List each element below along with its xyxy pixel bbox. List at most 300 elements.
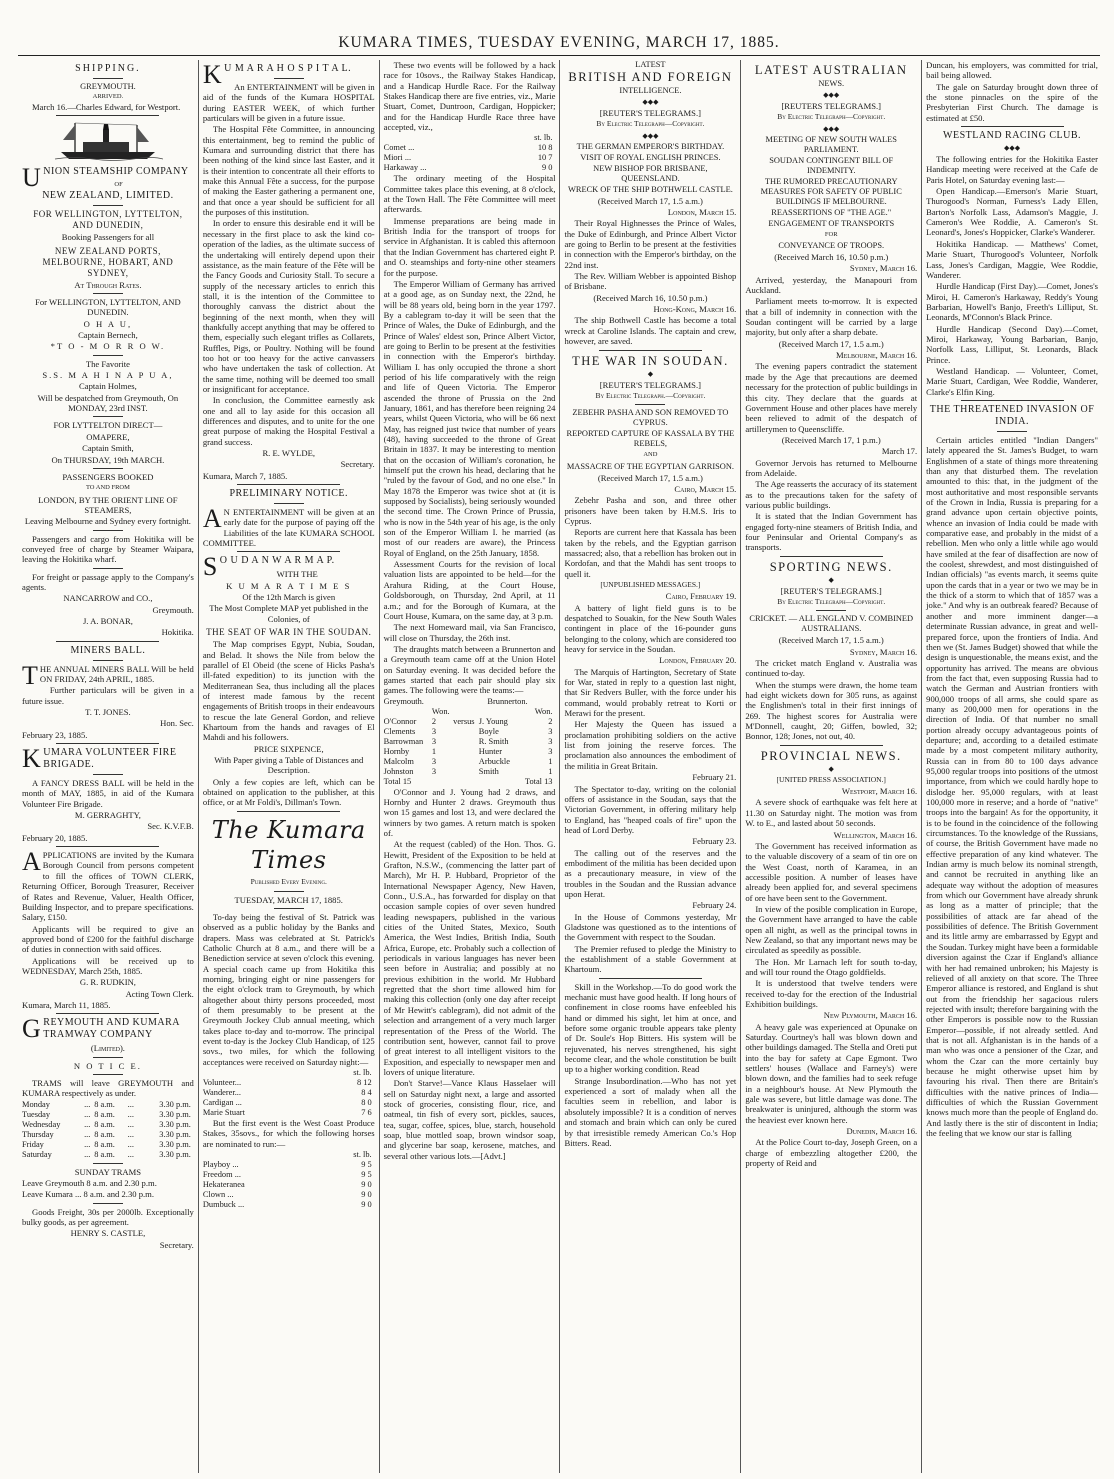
rule [56,1013,159,1014]
leader-dots: ... [127,1109,134,1119]
column-5 [741,60,922,1473]
horse-row [203,1088,375,1098]
soudan-with: WITH THE [276,569,318,580]
col4-p10: The calling out of the reserves and the embodiment of the militia has been decided upon as a precautionary measure, in view of the troubles in the Soudan and the Russian advance upon Herat. [564,847,737,899]
draughts-row [384,727,556,737]
horse-row [203,1200,375,1210]
ohau: O H A U, [83,318,133,329]
horse-row [203,1180,375,1190]
col4-p4: Zebehr Pasha and son, and three other prisoners have been taken by H.M.S. Iris to Cyprus. [564,495,737,526]
col5-p12: The Hon. Mr Larnach left for south to-day, and will tour round the Otago goldfields. [745,956,918,977]
latest-label: LATEST [635,60,666,69]
rule [997,431,1027,432]
rule [780,745,883,746]
col4-p2: The Rev. William Webber is appointed Bishop of Brisbane. [564,271,737,292]
dropcap: K [22,744,42,774]
horse-row [203,1078,375,1088]
leader-dots: ... [84,1129,91,1139]
col4-p13: Skill in the Workshop.—To do good work the mechanic must have good health. If long hours of confinement in close rooms have enfeebled his hand or dimmed his sight, let him at once, and before some organic trouble appears take plenty of Dr. Soule's Hop Bitters. His system will be rejuvenated, his nerves strengthened, his sight become clear, and the whole constitution be built up to a higher working condition. Read [564,981,737,1075]
feb23-dateline: February 23. [692,836,737,847]
rule [93,205,123,206]
schedule-afternoon: 3.30 p.m. [159,1139,191,1149]
col6-p6: Hurdle Handicap (First Day).—Comet, Jones's Miroi, H. Cameron's Harkaway, Reddy's Young Barbarian, Howell's Banjo, Freeth's Lilliput, St. Leonards, M'Connon's Black Prince. [926,281,1098,323]
horse-weight: 9 0 [361,1200,372,1210]
miners-sig: T. T. JONES. [85,707,131,718]
col4-p8: Her Majesty the Queen has issued a proclamation prohibiting soldiers on the active list from joining the reserve forces. The proclamation also announces the embodiment of the militia in Great Britain. [564,719,737,771]
horse-weight: 9 5 [361,1160,372,1170]
for-lyttelton-direct: FOR LYTTELTON DIRECT— [53,420,163,431]
fire-sig: M. GERRAGHTY, [74,810,141,821]
received-1: (Received March 17, 1.5 a.m.) [597,195,703,206]
col6-p4: Open Handicap.—Emerson's Marie Stuart, Thurogood's Norman, Furness's Lady Ellen, Barton's Norfolk Lass, Adamson's Maggie, J. Cameron's Wee Roddie, A. Cameron's St. Leonard's, Jones's Hoppicker, Clarke's Wanderer. [926,186,1098,238]
applications-body: PPLICATIONS are invited by the Kumara Borough Council from persons competent to fill the offices of TOWN CLERK, Returning Officer, Borough Treasurer, Receiver of Rates and Revenue, Valuer, Health Officer, Building Inspector, and to prepare specifications. Salary, £150. [22,850,194,923]
player-a-won: 3 [431,736,437,746]
col5-p4: Governor Jervois has returned to Melbourne from Adelaide. [745,457,918,478]
rule [816,610,846,611]
col3-p8: O'Connor and J. Young had 2 draws, and Hornby and Hunter 2 draws. Greymouth thus won 15 games and lost 13, and were declared the winners by two games. A return match is spoken of. [383,786,556,838]
received-4: (Received March 17, 1.5 a.m.) [778,635,884,646]
ornament: ◆ [647,369,654,378]
column-4 [560,60,741,1473]
rule [93,568,123,569]
headline-3: NEW BISHOP FOR BRISBANE, QUEENSLAND. [593,163,708,183]
schedule-day: Wednesday [22,1119,61,1129]
horse-row [203,1170,375,1180]
despatched: Will be despatched from Greymouth, On MONDAY, 23rd INST. [37,392,179,414]
applications-text [22,847,194,923]
greymouth-heading: GREYMOUTH. [80,82,136,91]
player-b: Smith [478,766,499,776]
column-2 [199,60,380,1473]
blank [203,1068,317,1078]
rule [56,115,159,116]
versus-label [453,767,479,777]
rule [93,355,123,356]
miners-ball-heading: MINERS BALL. [70,644,146,656]
unit-header: st. lb. [353,1068,372,1077]
soudan-description: The Map comprises Egypt, Nubia, Soudan, and Belad. It shows the Nile from below the parallel of El Obeid (the scene of Hicks Pasha's ill-fated expedition) to its junction with the Mediterranean Sea, thus including all the places of interest made famous by the recent engagements of British troops in their endeavours to rescue the late General Gordon, and relieve Khartoum from the hands and ravages of El Mahdi and his followers. [202,639,375,743]
col5-p9: A severe shock of earthquake was felt here at 11.30 on Saturday night. The motion was from W. to E., and lasted about 50 seconds. [745,797,918,829]
for-wellington: FOR WELLINGTON, LYTTELTON, AND DUNEDIN, [33,209,183,231]
ornament: ◆◆◆ [642,131,659,140]
versus-label: versus [453,716,475,726]
latest-australian-heading: LATEST AUSTRALIAN [754,63,908,77]
leader-dots: ... [127,1149,134,1159]
col5-p3: The evening papers contradict the statement made by the Age that precautions are deemed necessary for the protection of public buildings in this city. They declare that the guards at Government House and other places have merely been relieved to admit of the despatch of artillerymen to Queenscliffe. [745,361,918,434]
leader-dots: ... [127,1119,134,1129]
march17-dateline: March 17. [881,446,918,457]
editorial-p2: But the first event is the West Coast Produce Stakes, 35sovs., for which the following horses are nominated to run:— [202,1118,375,1149]
col3-p6: The next Homeward mail, via San Francisco, will close on Thursday, the 26th inst. [383,622,556,643]
col6-p7: Hurdle Handicap (Second Day).—Comet, Miroi, Harkaway, Young Barbarian, Banjo, Norfolk Lass, Lilliput, St. Leonards, Black Prince. [926,323,1098,365]
player-b: Hunter [478,746,503,756]
soudan-most: The Most Complete MAP yet published in the Colonies, of [209,603,369,624]
col4-p11: In the House of Commons yesterday, Mr Gladstone was questioned as to the intentions of the Government with respect to the Soudan. [564,911,737,943]
blank [384,707,432,717]
leader-dots: ... [127,1129,134,1139]
column-1 [18,60,199,1473]
player-b-won: 3 [548,746,553,756]
horse-name: Wanderer... [202,1088,241,1097]
invasion-heading: THE THREATENED INVASION OF INDIA. [929,403,1095,427]
fire-title: UMARA VOLUNTEER FIRE BRIGADE. [43,747,177,771]
dropcap: A [202,504,222,534]
rule [237,551,340,552]
horse-weight: 10 8 [537,143,553,153]
rule [274,891,304,892]
for-label: FOR [824,230,838,238]
freight: For freight or passage apply to the Company's agents. [22,571,194,592]
newspaper-banner: The Kumara Times [211,816,366,875]
player-b-won: 1 [548,756,553,766]
reuters-label: [REUTERS TELEGRAMS.] [781,101,882,111]
leader-dots: ... [127,1099,134,1109]
captain-smith: Captain Smith, [82,443,134,454]
sydney-dateline: Sydney, March 16. [849,263,918,274]
headline-7: MASSACRE OF THE EGYPTIAN GARRISON. [566,461,734,471]
horse-name: Freedom ... [202,1170,241,1180]
col4-p5: Reports are current here that Kassala has been taken by the rebels, and the Egyptian garrison massacred; also, that a rebellion has broken out in Kordofan, and that the Mahdi has sent troops to quell it. [564,527,737,579]
rule [56,743,159,744]
col3-p2: The ordinary meeting of the Hospital Committee takes place this evening, at 8 o'clock, at the Town Hall. The Fête Committee will meet afterwards. [383,173,556,215]
by-electric: By Electric Telegraph—Copyright. [596,119,705,129]
blank [453,777,479,787]
headline-2: SOUDAN CONTINGENT BILL OF INDEMNITY. [769,155,894,175]
nz-ports: NEW ZEALAND PORTS, MELBOURNE, HOBART, AND SYDNEY, [42,245,174,278]
headline-5: ENGAGEMENT OF TRANSPORTS [768,218,895,228]
col6-p1: Duncan, his employers, was committed for trial, bail being allowed. [926,60,1098,81]
miners-text [22,660,194,690]
versus-label [453,747,479,757]
col3-p10: Don't Starve!—Vance Klaus Hasselaer will sell on Saturday night next, a large and assorted stock of groceries, consisting flour, rice, and oatmeal, tin fish of every sort, pickles, sauces, tea, sugar, coffee, spices, blue, starch, household soap, blue mottled soap, brown windsor soap, and glycerine bar soap, kerosene, matches, and several other various lots.—[Advt.] [383,1078,556,1161]
mahinapua: S.S. M A H I N A P U A, [42,370,174,381]
schedule-morning: 8 a.m. [94,1139,115,1149]
col6-p2: The gale on Saturday brought down three of the stone pinnacles on the spire of the Presbyterian First Church. The damage is estimated at £50. [926,81,1098,123]
column-3 [380,60,561,1473]
col3-p9: At the request (cabled) of the Hon. Thos. G. Hewitt, President of the Exposition to be held at Grafton, N.S.W., (commencing the latter part of March), Mr H. P. Hubbard, Proprietor of the International Newspaper Agency, New Haven, Conn., U.S.A., has forwarded for display on that occasion sample copies of over seven hundred leading newspapers, published in the various cities of the United States, Mexico, South America, the West Indies, British India, South Africa, Europe, etc. Probably such a collection of periodicals in various languages has never been seen before in Australia; and possibly at no previous exhibition in the world. Mr Hubbard regretted that the short time allowed him for making this collection (only one day after receipt of Mr Hewitt's cablegram), did not admit of the selection and arrangement of a very much larger representation of the Press of the World. The contribution sent, however, cannot fail to prove of great interest to all intelligent visitors to the Exposition, and especially to newspaper men and lovers of unique literature. [383,839,556,1077]
goods-freight: Goods Freight, 30s per 2000lb. Exceptionally bulky goods, as per agreement. [22,1206,194,1228]
ornament: ◆◆◆ [823,91,840,99]
preliminary-text [202,504,375,549]
sydney-dateline-2: Sydney, March 16. [849,646,918,657]
miners-body: HE ANNUAL MINERS BALL Will be held ON FRIDAY, 24th APRIL, 1885. [39,663,194,684]
col5-p13: It is understood that twelve tenders were received to-day for the erection of the Industrial Exhibition buildings. [745,978,918,1009]
col3-p1: These two events will be followed by a hack race for 10sovs., the Railway Stakes Handicap, and a Handicap Hurdle Race. For the Railway Stakes Handicap there are five entries, viz., Marie Stuart, Comet, Duntroon, Cardigan, Hoppicker; and for the Handicap Hurdle Race three have accepted, viz., [383,60,556,133]
col5-p7: The cricket match England v. Australia was continued to-day. [745,658,918,679]
table-header [203,1068,375,1078]
rule [599,350,702,351]
schedule-day: Friday [22,1139,44,1149]
draughts-row [384,757,556,767]
fire-text: A FANCY DRESS BALL will be held in the month of MAY, 1885, in aid of the Kumara Volunteer Fire Brigade. [22,778,194,809]
player-b-won: 1 [548,766,553,776]
draughts-row [384,747,556,757]
schedule-afternoon: 3.30 p.m. [159,1109,191,1119]
price: PRICE SIXPENCE, [253,743,324,754]
dropcap: A [22,847,41,877]
rule [93,1057,123,1058]
horse-row [384,163,556,173]
total-greymouth: Total 15 [383,776,412,786]
col5-p6: It is stated that the Indian Government has engaged forty-nine steamers of British India, and four Peninsular and Oriental Company's as transports. [745,511,918,553]
hospital-p4: In conclusion, the Committee earnestly ask one and all to lay aside for this occasion all differences and disputes, and to unite for the one great purpose of making the Hospital Festival a grand success. [202,395,375,447]
player-b: R. Smith [478,736,509,746]
col6-p3: The following entries for the Hokitika Easter Handicap meeting were received at the Cafe de Paris Hotel, on Saturday evening last:— [926,154,1098,185]
applications-sig-2: Acting Town Clerk. [125,988,194,999]
rule [961,126,1064,127]
won-label: Won. [431,706,450,716]
schedule-morning: 8 a.m. [94,1149,115,1159]
col6-p9: Certain articles entitled "Indian Dangers" lately appeared the St. James's Budget, to warn Englishmen of a state of things more threatening than any that disturbed them. The revelation amounted to this: that, in the judgment of the most authoritative and most responsible servants of the Crown in India, Russia is preparing for a grand advance upon certain objective points, whence an invasion of India could be made with comparative ease, and probably in the midst of a rebellion. Men who only a little while ago would have smiled at the fear of disaffection are now of the coolest, shrewdest, and most distinguished of Indian officials) "as events march, it seems quite upon the cards that in a year or two we may be in the thick of a storm to which that of 1857 was a joke." And why is an outbreak feared? Because of another and more imminent danger—a determinate Russian advance, in great and well-prepared force, upon the frontiers of India. And then we (St. James Budget) showed that while the design is unquestionable, the means exist, and the opportunity has arrived. The means are obvious from the fact that, even supposing Russia had to watch the German and Austrian frontiers with 900,000 troops of all arms, she could spare as many as 200,000 men for operations in the direction of India. Of that number no small portion already occupy advantageous points of departure; and, according to a detailed estimate made by a most competent military authority, Russia can in from 80 to 100 days advance 95,000 regular troops into positions of the utmost importance, from which we could hardly hope to dislodge her. 95,000 regulars, with at least 100,000 more in reserve; and a horde of "native" troops into the bargain! As for the opportunity, it is to be found in the coincidence of the following circumstances. To the knowledge of the Russians, of course, the British Government have made no effective preparation of any kind whatever. The Indian army is much below its nominal strength, and cannot be recruited in anything like an adequate way without the adoption of measures from which our Government have already shrunk as long as a matter of principle; that the possibilities of attack are far ahead of the possibilities of defence. The British Government and its little army are embarrassed by Egypt and the Soudan. Turkey might have been a formidable diversion against the Czar if England's alliance with her had remained unbroken; his Majesty is relieved of all anxiety on that score. The Three Emperor alliance is restored, and England is shut out from the friendship her sagacious rulers rejected with insult; therefore bargaining with the other Emperors is possible now to the Russian Emperor—possible, if not already settled. And that is not all. Afghanistan is in the hands of a man who was once a pensioner of the Czar, and whom the Czar can the more certainly buy because he might otherwise upset him by favouring his rival. Then there are Britain's difficulties with the native princes of India—difficulties of which the Russian Government knows much more than the people of England do. And lastly there is the stir of discontent in India; the feeling that we know our star is falling [926,434,1098,1138]
agents-2-place: Hokitika. [161,627,194,638]
wellington-dateline: Wellington, March 16. [833,829,918,840]
headline-6: REPORTED CAPTURE OF KASSALA BY THE REBELS, [566,429,735,449]
by-electric: By Electric Telegraph—Copyright. [777,112,886,122]
schedule-morning: 8 a.m. [94,1119,115,1129]
team-greymouth: Greymouth. [383,696,424,706]
by-electric-2: By Electric Telegraph.—Copyright. [595,390,706,400]
versus-label [453,727,479,737]
player-b-won: 3 [548,726,553,736]
leader-dots: ... [84,1109,91,1119]
through-rates: At Through Rates. [74,279,142,290]
col3-p5: Assessment Courts for the revision of local valuation lists are appointed to be held—for the Arahura Riding, at the Court House, Goldsborough, on Thursday, 2nd April, at 11 a.m.; and for the Borough of Kumara, at the Court House, Kumara, on the same day, at 3 p.m. [383,559,556,621]
jockey-club-table [203,1068,375,1118]
sunday-trams: SUNDAY TRAMS [74,1166,142,1177]
rule [93,660,123,661]
horse-name: Playboy ... [202,1160,239,1170]
blank [531,697,556,707]
player-a: O'Connor [383,716,417,726]
headline-3: THE RUMORED PRECAUTIONARY MEASURES FOR SAFETY OF PUBLIC BUILDINGS IF MELBOURNE. [760,176,902,206]
received-3: (Received March 17, 1.5 a.m.) [597,472,703,483]
table-header [384,133,556,143]
dropcap: K [202,60,223,89]
rule [237,811,340,813]
player-b-won: 3 [548,736,553,746]
team-brunnerton: Brunnerton. [487,696,528,706]
received-1: (Received March 16, 10.50 p.m.) [774,252,889,263]
london-dateline-2: London, February 20. [659,655,737,666]
received-3: (Received March 17, 1 p.m.) [781,434,881,445]
versus-label [453,757,479,767]
player-a-won: 2 [431,716,437,726]
hospital-p3: In order to ensure this desirable end it will be necessary in the first place to ask the kind co-operation of the ladies, as the ultimate success of the undertaking will entirely depend upon their assistance, as the main feature of the Fête will be the Fancy Goods and Curiosity Stall. To secure a supply of the necessary articles to enrich this stall, it is the intention of the Committee to thoroughly canvass the district about the beginning of the next month, when they will thankfully accept anything that may be offered to them, especially such elegant trifles as Collarets, Ruffles, Pigs, or Poultry. Nothing will be found too hot or too heavy for the active canvassers who have undertaken the task of collection. At the same time, nothing will be deemed too small or insignificant for acceptance. [202,218,375,394]
schedule-morning: 8 a.m. [94,1129,115,1139]
price-text: Only a few copies are left, which can be obtained on application to the publisher, at this office, or at Mr Foldi's, Dillman's Town. [202,776,375,808]
unit-header: st. lb. [534,133,553,143]
and-label: AND [643,451,658,459]
columns [18,60,1102,1473]
rule [56,846,159,847]
hospital-title: U M A R A H O S P I T A L. [224,63,352,74]
total-brunnerton: Total 13 [524,776,553,786]
horse-weight: 10 7 [537,153,553,163]
schedule-row [22,1150,194,1160]
sporting-heading: SPORTING NEWS. [769,559,893,574]
player-a: Barrowman [383,736,424,746]
player-b: J. Young [478,716,508,726]
melbourne-dateline: Melbourne, March 16. [836,350,918,361]
horse-row [203,1108,375,1118]
col3-p7: The draughts match between a Brunnerton and a Greymouth team came off at the Union Hotel on Saturday evening. It was decided before the games started that each pair should play six games. The following were the teams:— [383,643,556,696]
rule [93,468,123,469]
rule [93,416,123,417]
favorite: The Favorite [85,358,130,369]
schedule-row [22,1140,194,1150]
horse-weight: 9 0 [361,1180,372,1190]
london-orient: LONDON, BY THE ORIENT LINE OF STEAMERS, [38,494,178,515]
horse-weight: 9 5 [361,1170,372,1180]
union-title: NION STEAMSHIP COMPANY [43,166,189,178]
schedule-day: Tuesday [22,1109,51,1119]
player-a: Clements [383,726,416,736]
col6-p8: Westland Handicap. — Volunteer, Comet, Marie Stuart, Cardigan, Wee Roddie, Wanderer, Clarke's Elfin King. [926,365,1098,397]
rule [93,78,123,79]
soudan-times: K U M A R A T I M E S [226,580,352,591]
schedule-day: Thursday [22,1129,54,1139]
draughts-won-header [384,707,556,717]
notice: N O T I C E. [73,1060,142,1071]
arrived-label: ARRIVED. [92,93,124,100]
miners-further: Further particulars will be given in a future issue. [22,685,194,706]
horse-weight: 7 6 [361,1108,372,1117]
rule [599,978,702,979]
horse-name: Miori ... [383,153,412,163]
player-a-won: 3 [431,756,437,766]
ornament: ◆◆◆ [642,98,659,106]
schedule-day: Saturday [22,1149,52,1159]
horse-weight: 9 0 [361,1190,372,1200]
horse-name: Cardigan ... [202,1098,242,1107]
rule [93,1163,123,1164]
rule [237,484,340,485]
player-b: Boyle [478,726,499,736]
applications-text-2: Applicants will be required to give an approved bond of £200 for the faithful discharge of duties in connection with said offices. [22,923,194,955]
to-and-from: TO AND FROM [85,484,130,492]
dropcap: U [22,163,42,193]
shipping-heading: SHIPPING. [75,63,141,74]
col6-p5: Hokitika Handicap. — Matthews' Comet, Marie Stuart, Thurogood's Volunteer, Norfolk Lass, Jones's Cardigan, Maggie, Wee Roddie, Wanderer. [926,238,1098,280]
westland-racing-heading: WESTLAND RACING CLUB. [943,130,1082,142]
produce-stakes-table [203,1150,375,1210]
ornament: ◆ [828,764,834,773]
hospital-sig: R. E. WYLDE, [262,448,316,459]
agents-2: J. A. BONAR, [82,615,133,626]
horse-row [203,1160,375,1170]
headline-1: MEETING OF NEW SOUTH WALES PARLIAMENT. [765,134,897,154]
reuters-label-2: [REUTER'S TELEGRAMS.] [780,585,882,596]
passengers-cargo: Passengers and cargo from Hokitika will be conveyed free of charge by Steamer Waipara, leaving the Hokitika wharf. [22,533,194,565]
col4-p6: A battery of light field guns is to be despatched to Souakin, for the New South Wales contingent in place of the 16-pounder guns belonging to the colony, which are considered too heavy for service in the Soudan. [564,602,737,655]
horse-name: Volunteer... [202,1078,242,1087]
dropcap: S [202,552,218,582]
steamship-icon [53,120,163,162]
schedule-row [22,1130,194,1140]
by-electric-2: By Electric Telegraph—Copyright. [777,597,886,606]
fire-sig-2: Sec. K.V.F.B. [147,821,194,832]
unpublished-label: [UNPUBLISHED MESSAGES.] [600,579,701,589]
draughts-row [384,767,556,777]
of-label: OF [114,181,123,189]
col4-p9: The Spectator to-day, writing on the colonial offers of assistance in the Soudan, says that the Victorian Government, in offering military help to England, has "heaped coals of fire" upon the head of Lord Derby. [564,783,737,835]
headline-4: REASSERTIONS OF "THE AGE." [771,207,892,217]
schedule-day: Monday [22,1099,50,1109]
horse-name: Hekateranea [202,1180,245,1190]
united-press: [UNITED PRESS ASSOCIATION.] [776,774,886,784]
rule [780,556,883,557]
headline-6: CONVEYANCE OF TROOPS. [778,241,885,251]
applications-sig: G. R. RUDKIN, [79,977,136,988]
dropcap: G [22,1014,42,1044]
col4-p1: Their Royal Highnesses the Prince of Wales, the Duke of Edinburgh, and Prince Albert Victor are going to Berlin to be present at the festivities in connection with the Emperor's birthday, on the 22nd inst. [564,218,737,270]
received-2: (Received March 17, 1.5 a.m.) [778,338,884,349]
schedule-morning: 8 a.m. [94,1109,115,1119]
castle-sig: HENRY S. CASTLE, [70,1228,146,1239]
news-label: NEWS. [818,79,845,88]
blank [453,697,479,707]
rule [93,530,123,531]
passengers-booked: PASSENGERS BOOKED [62,471,154,482]
tram-schedule [22,1100,194,1160]
player-b: Arbuckle [478,756,510,766]
won-label: Won. [534,706,553,716]
rule [56,641,159,642]
war-soudan-heading: THE WAR IN SOUDAN. [572,353,729,368]
rule [274,908,304,909]
hospital-p1: An ENTERTAINMENT will be given in aid of the funds of the Kumara HOSPITAL during EASTER WEEK, of which further particulars will be given in a future issue. [202,82,375,124]
col4-p7: The Marquis of Hartington, Secretary of State for War, stated in reply to a question last night, that Sir Redvers Buller, with the force under his command, would probably retreat to Korti or Merawi for the present. [564,666,737,719]
rule [93,1203,123,1204]
tramway-title: REYMOUTH AND KUMARA TRAMWAY COMPANY [43,1017,180,1041]
horse-row [203,1190,375,1200]
horse-weight: 8 0 [361,1098,372,1107]
headline-2: VISIT OF ROYAL ENGLISH PRINCES. [580,152,721,162]
horse-name: Clown ... [202,1190,234,1200]
editorial-date: TUESDAY, MARCH 17, 1885. [234,894,343,905]
soudan-title: O U D A N W A R M A P. [219,555,335,567]
col4-p12: The Premier refused to pledge the Ministry to the establishment of a stable Government at Khartoum. [564,943,737,975]
miners-sig-2: Hon. Sec. [160,718,194,729]
rule [274,78,304,79]
player-a-won: 1 [431,746,437,756]
rule [635,404,665,405]
agents-1: NANCARROW and CO., [63,593,153,604]
westport-dateline: Westport, March 16. [841,786,918,797]
horse-row [384,143,556,153]
newplymouth-dateline: New Plymouth, March 16. [823,1010,918,1021]
editorial-p1: To-day being the festival of St. Patrick was observed as a public holiday by the Banks and drapers. Mass was celebrated at St. Patrick's Catholic Church at 8 a.m., and there will be a Benediction service at seven o'clock this evening. A special coach came up from Hokitika this morning, bringing eight or nine passengers for the eight o'clock tram to Greymouth, by which altogether about thirty persons proceeded, most of them presumably to be present at the Greymouth Jockey Club annual meeting, which takes place to-day and to-morrow. The principal event to-day is the Jockey Club Handicap, of 125 sovs., two miles, for which the following acceptances were received on Saturday night:— [202,911,375,1067]
unit-header: st. lb. [353,1150,372,1160]
ornament: ◆◆◆ [1003,144,1021,153]
intelligence-label: INTELLIGENCE. [619,86,682,95]
union-title-2: NEW ZEALAND, LIMITED. [42,190,174,202]
soudan-of: Of the 12th March is given [242,592,336,603]
blank [479,707,531,717]
schedule-row [22,1100,194,1110]
col5-p5: The Age reasserts the accuracy of its statement as to the precautions taken for the safety of various public buildings. [745,479,918,510]
leader-dots: ... [84,1139,91,1149]
schedule-morning: 8 a.m. [94,1099,115,1109]
schedule-afternoon: 3.30 p.m. [159,1149,191,1159]
draughts-table [384,697,556,787]
provincial-heading: PROVINCIAL NEWS. [760,748,902,763]
horse-name: Harkaway ... [383,163,427,173]
london-dateline: London, March 15. [667,207,737,218]
player-b-won: 2 [548,716,553,726]
col5-p8: When the stumps were drawn, the home team had eight wickets down for 305 runs, as against the Englishmen's total in their first innings of 269. The highest scores for Australia were M'Donnell, caught, 20; Giffen, bowled, 32; Bonnor, 128; Jones, not out, 40. [745,679,918,742]
col5-p10: The Government has received information as to the valuable discovery of a seam of tin ore on the West Coast, north of Karamea, in an accessible position. A number of leases have already been applied for, and several specimens of ore have been sent to the Government. [745,840,918,903]
